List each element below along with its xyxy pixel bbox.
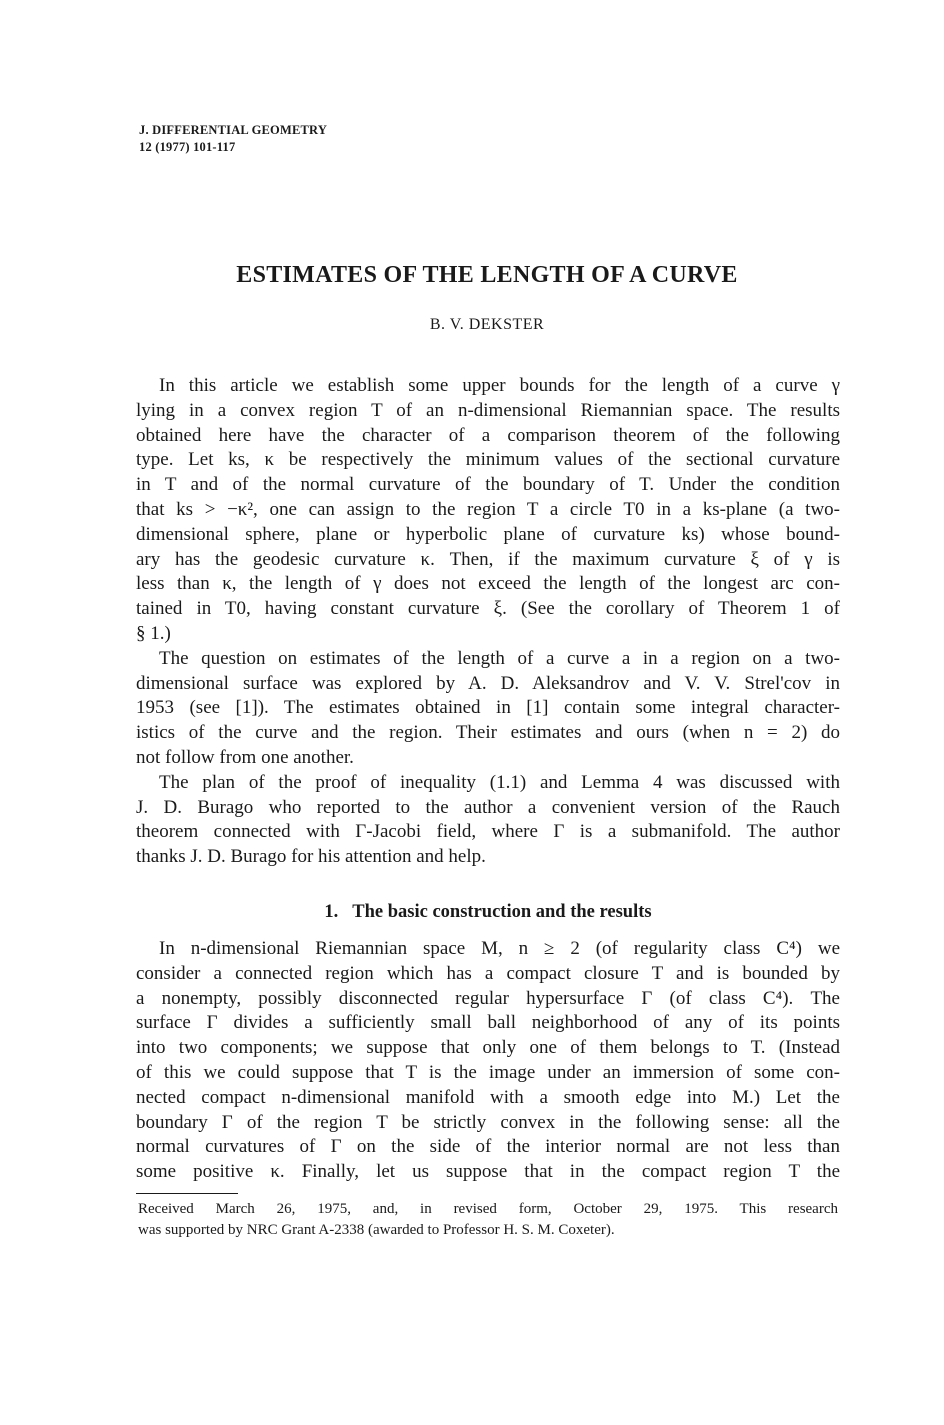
- text-line: In n-dimensional Riemannian space M, n ≥ 2 (of regularity class C⁴) we: [159, 938, 840, 959]
- text-line: J. D. Burago who reported to the author a convenient version of the Rauch: [136, 796, 840, 818]
- footnote-line: was supported by NRC Grant A-2338 (awarded to Professor H. S. M. Coxeter).: [138, 1222, 615, 1238]
- introduction: [136, 374, 840, 870]
- text-line: ary has the geodesic curvature κ. Then, if the maximum curvature ξ of γ is: [136, 548, 840, 570]
- text-line: The plan of the proof of inequality (1.1) and Lemma 4 was discussed with: [159, 771, 840, 793]
- text-line: The question on estimates of the length of a curve a in a region on a two-: [159, 647, 840, 669]
- text-line: of this we could suppose that T is the image under an immersion of some con-: [136, 1061, 840, 1083]
- text-line: less than κ, the length of γ does not exceed the length of the longest arc con-: [136, 573, 840, 595]
- journal-name: J. DIFFERENTIAL GEOMETRY: [139, 123, 328, 137]
- text-line: istics of the curve and the region. Their estimates and ours (when n = 2) do: [136, 722, 840, 744]
- footnote: [138, 1199, 838, 1241]
- text-line: consider a connected region which has a compact closure T and is bounded by: [136, 962, 840, 984]
- text-line: a nonempty, possibly disconnected regular hypersurface Γ (of class C⁴). The: [136, 987, 840, 1009]
- text-line: lying in a convex region T of an n-dimensional Riemannian space. The results: [136, 399, 840, 421]
- paper-title: ESTIMATES OF THE LENGTH OF A CURVE: [236, 262, 738, 288]
- section-title: The basic construction and the results: [352, 902, 652, 922]
- text-line: thanks J. D. Burago for his attention and help.: [136, 846, 486, 868]
- footnote-rule: [136, 1193, 238, 1194]
- section-number: 1.: [324, 902, 339, 922]
- text-line: boundary Γ of the region T be strictly convex in the following sense: all the: [136, 1111, 840, 1133]
- text-line: surface Γ divides a sufficiently small ball neighborhood of any of its points: [136, 1012, 840, 1034]
- section-heading: [0, 902, 944, 923]
- text-line: nected compact n-dimensional manifold with a smooth edge into M.) Let the: [136, 1086, 840, 1108]
- text-line: 1953 (see [1]). The estimates obtained in [1] contain some integral character-: [136, 697, 840, 719]
- text-line: that ks > −κ², one can assign to the region T a circle T0 in a ks-plane (a two-: [136, 498, 840, 520]
- text-line: dimensional sphere, plane or hyperbolic plane of curvature ks) whose bound-: [136, 523, 840, 545]
- paper-author: B. V. DEKSTER: [429, 316, 545, 333]
- journal-header: [139, 122, 327, 156]
- text-line: tained in T0, having constant curvature ξ. (See the corollary of Theorem 1 of: [136, 598, 840, 620]
- journal-volume-pages: 12 (1977) 101-117: [139, 140, 236, 154]
- section-1-body: [136, 937, 840, 1185]
- text-line: into two components; we suppose that only one of them belongs to T. (Instead: [136, 1037, 840, 1059]
- text-line: In this article we establish some upper bounds for the length of a curve γ: [159, 375, 840, 396]
- text-line: normal curvatures of Γ on the side of the interior normal are not less than: [136, 1136, 840, 1158]
- text-line: obtained here have the character of a comparison theorem of the following: [136, 424, 840, 446]
- text-line: type. Let ks, κ be respectively the minimum values of the sectional curvature: [136, 449, 840, 471]
- text-line: theorem connected with Γ-Jacobi field, where Γ is a submanifold. The author: [136, 821, 840, 843]
- footnote-line: Received March 26, 1975, and, in revised form, October 29, 1975. This research: [138, 1201, 838, 1217]
- text-line: in T and of the normal curvature of the boundary of T. Under the condition: [136, 474, 840, 496]
- text-line: § 1.): [136, 622, 171, 644]
- text-line: dimensional surface was explored by A. D. Aleksandrov and V. V. Strel'cov in: [136, 672, 840, 694]
- text-line: not follow from one another.: [136, 746, 354, 768]
- text-line: some positive κ. Finally, let us suppose that in the compact region T the: [136, 1161, 840, 1183]
